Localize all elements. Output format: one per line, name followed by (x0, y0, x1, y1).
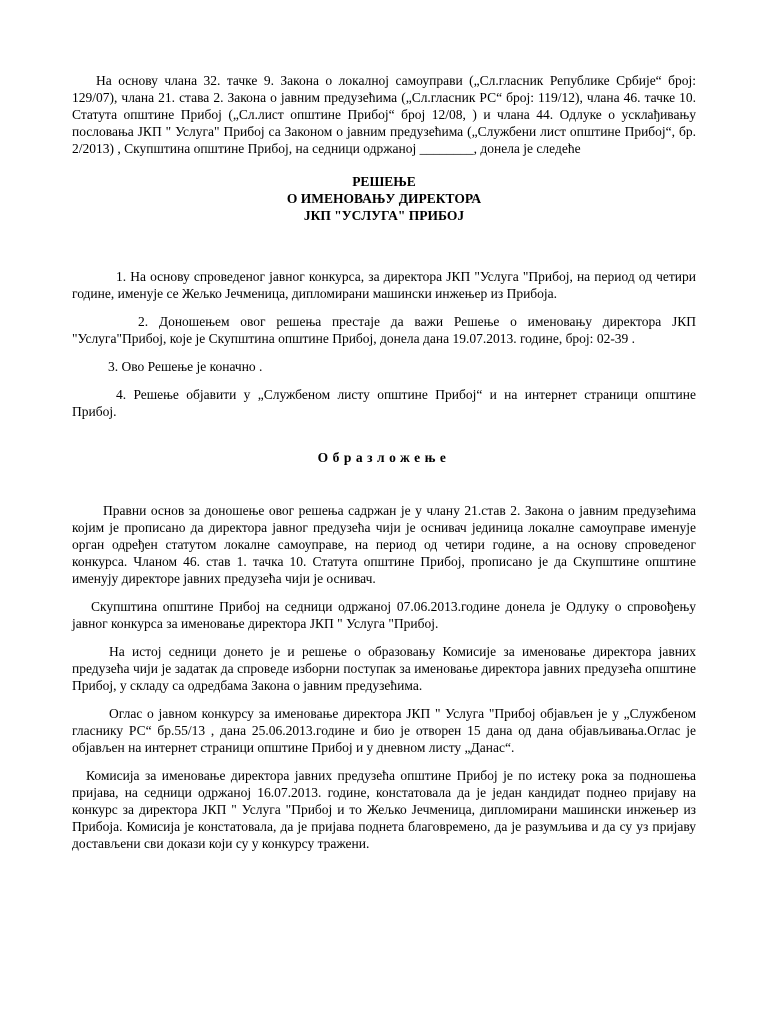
decision-title (72, 173, 696, 224)
decision-title-line-2: О ИМЕНОВАЊУ ДИРЕКТОРА (286, 191, 482, 206)
decision-item-3: 3. Ово Решење је коначно . (108, 359, 263, 374)
reasoning-paragraph-1: Правни основ за доношење овог решења садржан је у члану 21.став 2. Закона о јавним предузећима којим је прописано да директора јавног предузећа чији је оснивач јединица локалне самоуправе именује орган одређен статутом локалне самоуправе, на период од четири године, а на основу спроведеног конкурса. Чланом 46. став 1. тачка 10. Статута општине Прибој, прописано је да Скупштине општине именују директоре јавних предузећа чији је оснивач. (72, 503, 696, 586)
document-page (72, 72, 696, 852)
reasoning-paragraph-5: Комисија за именовање директора јавних предузећа општине Прибој је по истеку рока за подношења пријава, на седници одржаној 16.07.2013. године, констатовала да је један кандидат поднео пријаву на конкурс за директора ЈКП " Услуга "Прибој и то Жељко Јечменица, дипломирани машински инжењер из Прибоја. Комисија је констатовала, да је пријава поднета благовремено, да је разумљива и да су уз пријаву достављени сви докази који су у конкурсу тражени. (72, 768, 696, 851)
decision-item-2: 2. Доношењем овог решења престаје да важи Решење о именовању директора ЈКП "Услуга"Прибој, које је Скупштина општине Прибој, донела дана 19.07.2013. године, број: 02-39 . (72, 314, 696, 346)
reasoning-paragraph-2: Скупштина општине Прибој на седници одржаној 07.06.2013.године донела је Одлуку о спровођењу јавног конкурса за именовање директора ЈКП " Услуга "Прибој. (72, 599, 696, 631)
reasoning-paragraph-4: Оглас о јавном конкурсу за именовање директора ЈКП " Услуга "Прибој објављен је у „Службеном гласнику РС“ бр.55/13 , дана 25.06.2013.године и био је отворен 15 дана од дана објављивања.Оглас је објављен на интернет страници општине Прибој и у дневном листу „Данас“. (72, 706, 696, 755)
decision-item-1: 1. На основу спроведеног јавног конкурса, за директора ЈКП "Услуга "Прибој, на период од четири године, именује се Жељко Јечменица, дипломирани машински инжењер из Прибоја. (72, 269, 696, 301)
decision-item-4: 4. Решење објавити у „Службеном листу општине Прибој“ и на интернет страници општине Прибој. (72, 387, 696, 419)
reasoning-paragraph-3: На истој седници донето је и решење о образовању Комисије за именовање директора јавних предузећа чији је задатак да спроведе изборни поступак за именовање директора јавних предузећа општине Прибој, у складу са одредбама Закона о јавним предузећима. (72, 644, 696, 693)
reasoning-heading: Образложење (317, 450, 451, 465)
decision-title-line-1: РЕШЕЊЕ (352, 174, 416, 189)
decision-title-line-3: ЈКП "УСЛУГА" ПРИБОЈ (303, 208, 465, 223)
intro-paragraph: На основу члана 32. тачке 9. Закона о локалној самоуправи („Сл.гласник Републике Србије“ број: 129/07), члана 21. става 2. Закона о јавним предузећима („Сл.гласник РС“ број: 119/12), члана 46. тачке 10. Статута општине Прибој („Сл.лист општине Прибој“ број 12/08, ) и члана 44. Одлуке о усклађивању пословања ЈКП " Услуга" Прибој са Законом о јавним предузећима („Службени лист општине Прибој“, бр. 2/2013) , Скупштина општине Прибој, на седници одржаној ________, донела је следеће (72, 73, 696, 156)
